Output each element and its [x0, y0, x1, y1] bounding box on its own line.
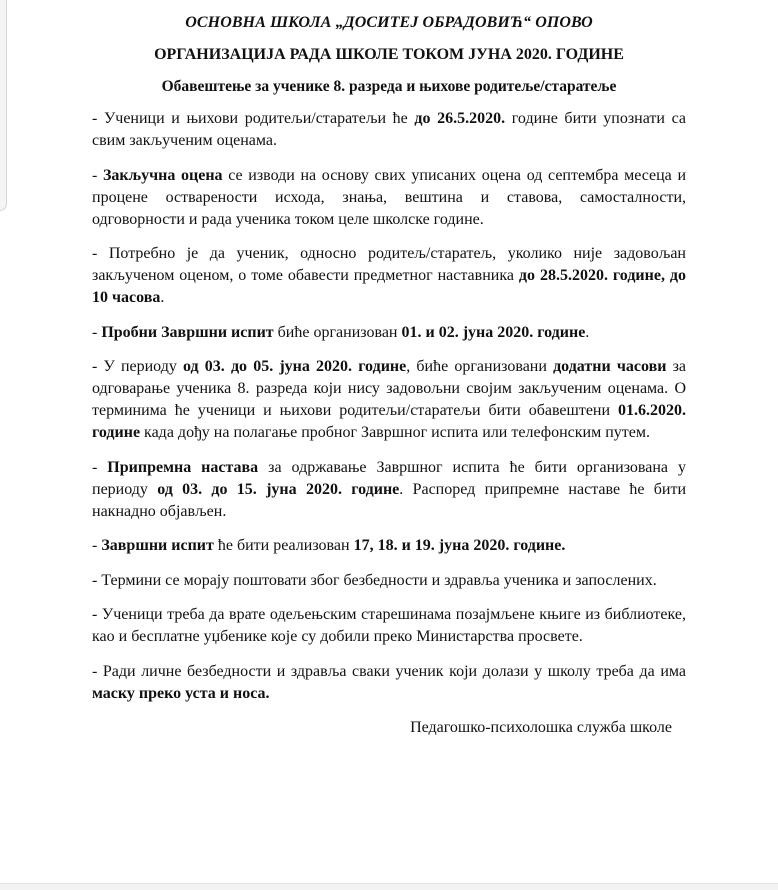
notice-paragraph	[92, 604, 686, 648]
text-segment: -	[92, 166, 103, 184]
notice-paragraph	[92, 108, 686, 152]
bold-text: 01.6.2020.	[618, 402, 686, 419]
notice-paragraph	[92, 165, 686, 231]
signature: Педагошко-психолошка служба школе	[410, 719, 672, 736]
text-segment: - Ради личне безбедности и здравља сваки ученик који долази у школу треба да има	[92, 662, 686, 680]
bold-text: до 28.5.2020. године, до 10 часова	[92, 267, 686, 306]
bold-text: до 26.5.2020.	[414, 110, 506, 127]
text-segment: биће организован	[273, 323, 402, 341]
text-segment: , биће организовани	[406, 358, 554, 375]
text-segment: се изводи на основу свих уписаних оцена од септембра месеца и процене остварености исхода, знања, вештина и ставова, самосталности, одговорности и рада ученика током целе школске године.	[92, 166, 687, 228]
bold-text: Завршни испит	[101, 537, 214, 554]
document-subtitle: Обавештење за ученике 8. разреда и њихове родитеље/старатеље	[161, 78, 617, 95]
bold-text: Припремна настава	[107, 458, 259, 476]
notice-paragraph	[92, 356, 686, 444]
notice-paragraph	[92, 457, 686, 523]
text-segment: - У периоду	[92, 358, 184, 375]
document-title: ОРГАНИЗАЦИЈА РАДА ШКОЛЕ ТОКОМ ЈУНА 2020. ГОДИНЕ	[154, 46, 624, 63]
text-segment: ће бити реализован	[213, 537, 354, 554]
bold-text: 17, 18. и 19. јуна 2020. године.	[353, 537, 566, 554]
notice-paragraphs	[92, 108, 686, 705]
text-segment: . Распоред припремне наставе ће бити накнадно објављен.	[92, 480, 687, 520]
text-segment: за одржавање Завршног испита ће бити организована у периоду	[92, 458, 686, 498]
bold-text: маску преко уста и носа.	[92, 684, 270, 702]
text-segment: -	[92, 537, 102, 554]
text-segment: - Термини се морају поштовати због безбедности и здравља ученика и запослених.	[92, 571, 657, 589]
text-segment: .	[585, 323, 590, 341]
bold-text: 01. и 02. јуна 2020. године	[401, 323, 586, 341]
text-segment: - Потребно је да ученик, односно родитељ/старатељ, уколико није задовољан закљученом оценом, о томе обавести предметног наставника	[92, 245, 686, 284]
text-segment: - Ученици треба да врате одељењским старешинама позајмљене књиге из библиотеке, као и бесплатне уџбенике које су добили преко Министарства просвете.	[92, 606, 686, 645]
bold-text: Пробни Завршни испит	[101, 323, 274, 341]
bold-text: Закључна оцена	[102, 166, 223, 184]
school-name: ОСНОВНА ШКОЛА „ДОСИТЕЈ ОБРАДОВИЋ“ ОПОВО	[185, 14, 593, 31]
bold-text: године	[92, 424, 141, 441]
notice-paragraph	[92, 322, 686, 344]
notice-paragraph	[92, 570, 686, 592]
text-segment: -	[92, 458, 108, 476]
bold-text: од 03. до 05. јуна 2020. године	[183, 358, 407, 375]
bold-text: додатни часови	[553, 358, 667, 375]
text-segment: за одговарање ученика 8. разреда који нису задовољни својим закљученим оценама. О терминима ће ученици и њихови родитељи/старатељи бити обавештени	[92, 358, 687, 419]
notice-paragraph	[92, 661, 686, 705]
notice-paragraph	[92, 243, 686, 309]
text-segment: .	[160, 289, 165, 306]
text-segment: - Ученици и њихови родитељи/старатељи ће	[92, 110, 415, 127]
text-segment: -	[92, 323, 102, 341]
text-segment: када дођу на полагање пробног Завршног испита или телефонским путем.	[140, 424, 651, 441]
notice-paragraph	[92, 535, 686, 557]
document-content	[92, 12, 686, 739]
page-corner-edge	[0, 0, 7, 211]
bold-text: од 03. до 15. јуна 2020. године	[157, 480, 400, 498]
page-bottom-edge	[0, 883, 778, 890]
text-segment: године бити упознати са свим закљученим оценама.	[92, 110, 687, 149]
